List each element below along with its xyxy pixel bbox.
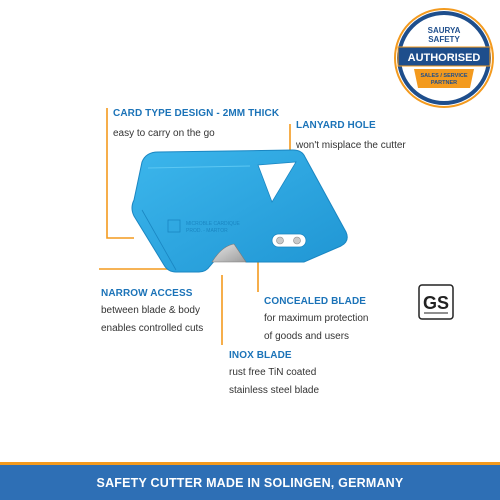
feature-concealed-desc1: for maximum protection (264, 313, 369, 324)
rivet (277, 237, 284, 244)
feature-card-type (113, 108, 279, 143)
feature-lanyard-hole (296, 120, 406, 155)
rivet (294, 237, 301, 244)
feature-concealed-title: CONCEALED BLADE (264, 296, 367, 307)
engraving-line1: MICROBLE CARDIQUE (186, 221, 240, 227)
feature-inox-desc2: stainless steel blade (229, 385, 320, 396)
badge-sub1: SALES / SERVICE (420, 73, 468, 79)
feature-lanyard-desc: won't misplace the cutter (296, 140, 406, 151)
feature-inox-title: INOX BLADE (229, 350, 292, 361)
feature-lanyard-title: LANYARD HOLE (296, 120, 376, 131)
feature-card-title: CARD TYPE DESIGN - 2MM THICK (113, 108, 280, 119)
engraving-line2: PROD. - MARTOR (186, 228, 228, 234)
badge-line1: SAURYA (427, 26, 461, 35)
feature-card-desc: easy to carry on the go (113, 128, 215, 139)
gs-certification-icon (418, 284, 454, 320)
feature-narrow-title: NARROW ACCESS (101, 288, 193, 299)
feature-inox-desc1: rust free TiN coated (229, 367, 317, 378)
feature-concealed-desc2: of goods and users (264, 331, 350, 342)
footer-text: SAFETY CUTTER MADE IN SOLINGEN, GERMANY (96, 475, 404, 490)
feature-inox-blade (229, 350, 319, 400)
footer-banner (0, 462, 500, 500)
badge-line2: SAFETY (428, 35, 460, 44)
badge-main: AUTHORISED (407, 52, 481, 64)
badge-sub2: PARTNER (430, 80, 458, 86)
feature-narrow-access (101, 288, 203, 338)
feature-narrow-desc1: between blade & body (101, 305, 200, 316)
feature-concealed-blade (264, 296, 368, 346)
feature-narrow-desc2: enables controlled cuts (101, 323, 204, 334)
gs-mark-text: GS (422, 293, 450, 313)
